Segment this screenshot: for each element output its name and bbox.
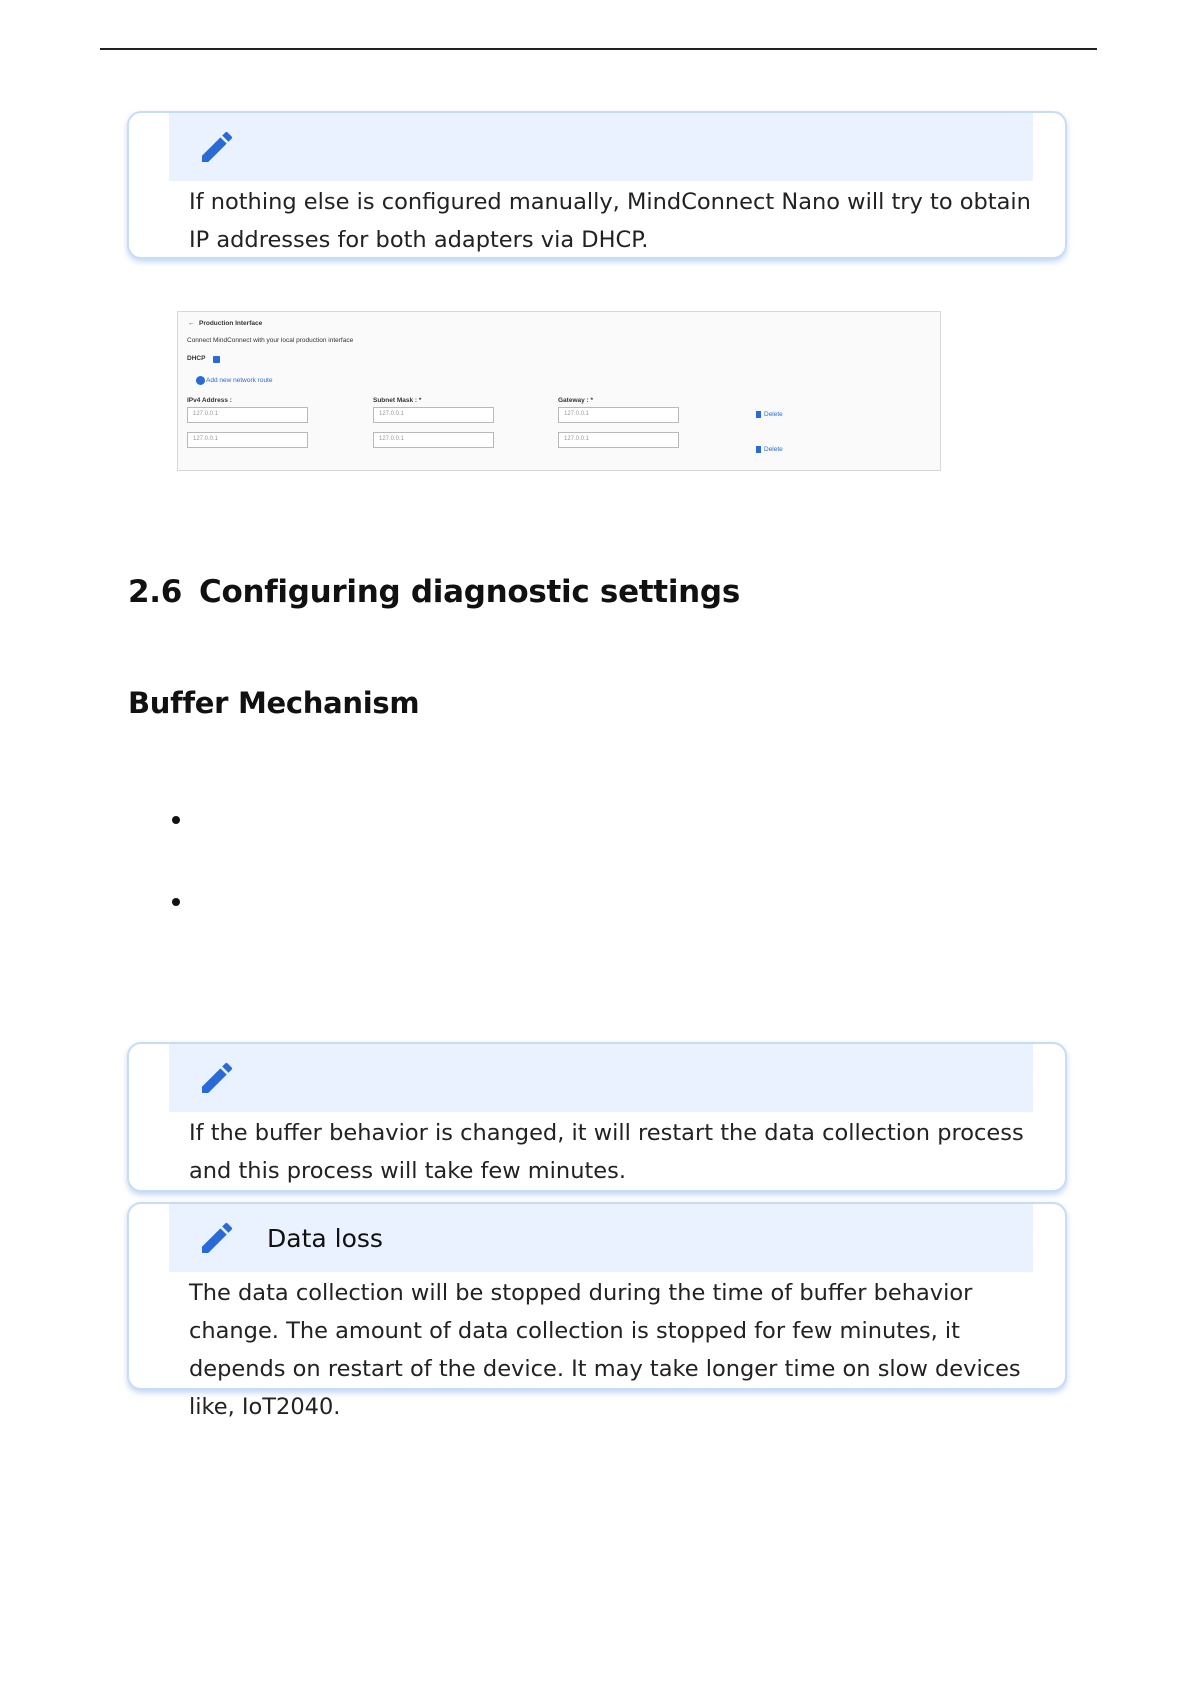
subnet-input[interactable]: 127.0.0.1: [373, 432, 494, 448]
note-header: [169, 113, 1033, 181]
delete-button[interactable]: Delete: [764, 446, 783, 453]
bullet-point: [172, 898, 180, 906]
back-arrow-icon: ←: [188, 320, 195, 327]
subnet-label: Subnet Mask : *: [373, 397, 422, 404]
section-title: Production Interface: [199, 320, 263, 327]
pencil-icon: [197, 1058, 237, 1098]
pencil-icon: [197, 1218, 237, 1258]
dhcp-checkbox[interactable]: [213, 356, 220, 363]
note-header: [169, 1204, 1033, 1272]
section-heading: [128, 574, 740, 610]
delete-button[interactable]: Delete: [764, 411, 783, 418]
section-title: Configuring diagnostic settings: [199, 574, 740, 610]
add-route-link[interactable]: Add new network route: [206, 377, 273, 384]
note-text: If nothing else is configured manually, MindConnect Nano will try to obtain IP addresses for both adapters via DHCP.: [189, 189, 1031, 253]
subheading: Buffer Mechanism: [128, 686, 420, 720]
ipv4-input[interactable]: 127.0.0.1: [187, 432, 308, 448]
pencil-icon: [197, 127, 237, 167]
trash-icon[interactable]: [756, 446, 761, 453]
dhcp-label: DHCP: [187, 355, 206, 362]
note-title: Data loss: [267, 1223, 383, 1253]
production-interface-screenshot: [177, 311, 941, 471]
bullet-point: [172, 816, 180, 824]
ipv4-input[interactable]: 127.0.0.1: [187, 407, 308, 423]
trash-icon[interactable]: [756, 411, 761, 418]
section-description: Connect MindConnect with your local production interface: [187, 337, 354, 344]
section-number: 2.6: [128, 574, 183, 610]
gateway-label: Gateway : *: [558, 397, 594, 404]
note-box-dhcp: [127, 111, 1067, 259]
plus-circle-icon[interactable]: [196, 376, 205, 385]
note-header: [169, 1044, 1033, 1112]
note-box-data-loss: [127, 1202, 1067, 1420]
subnet-input[interactable]: 127.0.0.1: [373, 407, 494, 423]
gateway-input[interactable]: 127.0.0.1: [558, 407, 679, 423]
note-text: The data collection will be stopped during the time of buffer behavior change. The amount of data collection is stopped for few minutes, it depends on restart of the device. It may take longer time on slow devices like, IoT2040.: [189, 1280, 1021, 1420]
ipv4-label: IPv4 Address :: [187, 397, 232, 404]
note-text: If the buffer behavior is changed, it will restart the data collection process and this process will take few minutes.: [189, 1120, 1024, 1184]
note-box-buffer: [127, 1042, 1067, 1192]
gateway-input[interactable]: 127.0.0.1: [558, 432, 679, 448]
header-rule: [100, 48, 1097, 50]
